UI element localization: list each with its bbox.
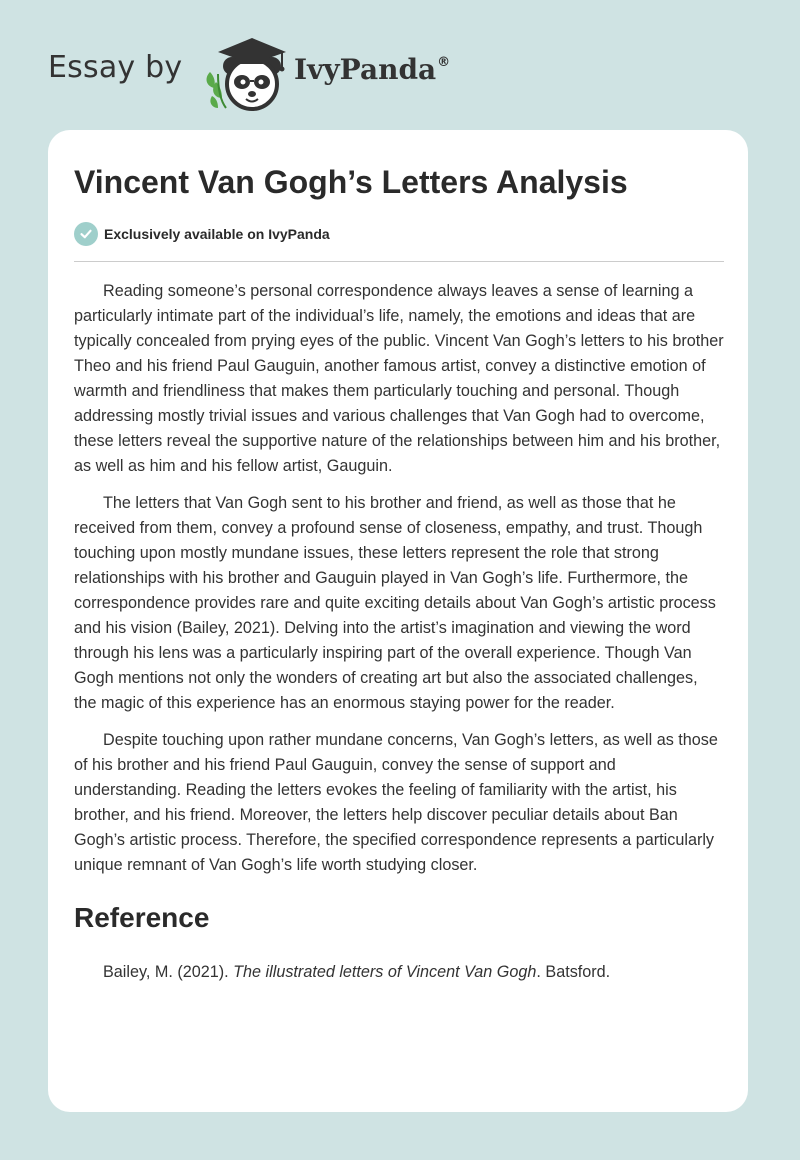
reference-author-year: Bailey, M. (2021). [103,963,229,981]
page-title: Vincent Van Gogh’s Letters Analysis [74,164,628,200]
reference-book-title: The illustrated letters of Vincent Van Gogh [233,963,537,981]
brand-name-text: IvyPanda [294,53,437,86]
article-body [74,279,724,890]
exclusive-badge [74,222,330,246]
essay-by-label: Essay by [48,50,183,85]
checkmark-icon [74,222,98,246]
reference-heading: Reference [74,902,210,933]
paragraph-1: Reading someone’s personal correspondence always leaves a sense of learning a particularly intimate part of the individual’s life, namely, the emotions and ideas that are typically concealed from prying eyes of the public. Vincent Van Gogh’s letters to his brother Theo and his friend Paul Gauguin, another famous artist, convey a distinctive emotion of warmth and friendliness that makes them particularly touching and personal. Though addressing mostly trivial issues and various challenges that Van Gogh had to overcome, these letters reveal the supportive nature of the relationships between him and his brother, as well as him and his fellow artist, Gauguin. [74,282,724,475]
registered-mark: ® [437,55,451,70]
reference-entry [103,960,610,985]
site-header [48,34,548,114]
article-card [48,130,748,1112]
paragraph-2: The letters that Van Gogh sent to his brother and friend, as well as those that he received from them, convey a profound sense of closeness, empathy, and trust. Though touching upon mostly mundane issues, these letters represent the role that strong relationships with his brother and Gauguin played in Van Gogh’s life. Furthermore, the correspondence provides rare and quite exciting details about Van Gogh’s artistic process and his vision (Bailey, 2021). Delving into the artist’s imagination and viewing the word through his lens was a particularly inspiring part of the overall experience. Though Van Gogh mentions not only the wonders of creating art but also the associated challenges, the magic of this experience has an enormous staying power for the reader. [74,494,716,712]
exclusive-badge-label: Exclusively available on IvyPanda [104,226,330,242]
paragraph-3: Despite touching upon rather mundane concerns, Van Gogh’s letters, as well as those of his brother and his friend Paul Gauguin, convey the sense of support and understanding. Reading the letters evokes the feeling of familiarity with the artist, his brother, and his friend. Moreover, the letters help discover peculiar details about Ban Gogh’s artistic process. Therefore, the specified correspondence represents a particularly unique remnant of Van Gogh’s life worth studying closer. [74,731,718,874]
brand-name[interactable] [294,53,450,86]
reference-publisher: . Batsford. [536,963,611,981]
panda-graduate-logo-icon[interactable] [200,36,296,112]
title-divider [74,261,724,262]
